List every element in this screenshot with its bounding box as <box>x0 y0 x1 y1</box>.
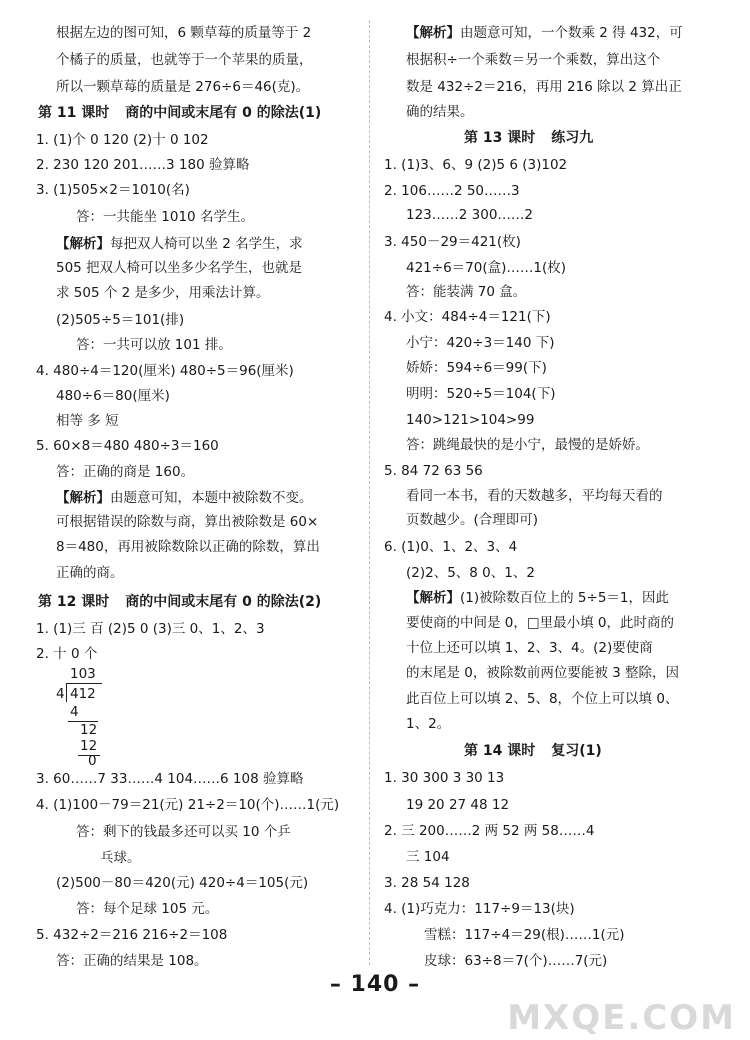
lesson-number: 第 14 课时 <box>464 743 536 759</box>
lesson-number: 第 13 课时 <box>464 130 536 146</box>
quotient: 103 <box>70 666 96 682</box>
answer-line: 答：正确的商是 160。 <box>56 464 195 480</box>
answer-line: 小宁：420÷3＝140 下) <box>406 335 555 351</box>
answer-line: 皮球：63÷8＝7(个)……7(元) <box>424 953 608 969</box>
step-product: 12 <box>80 738 98 754</box>
answer-line: 答：一共可以放 101 排。 <box>76 337 232 353</box>
answer-line: (2)505÷5＝101(排) <box>56 312 185 328</box>
answer-line: 明明：520÷5＝104(下) <box>406 386 556 402</box>
answer-line: 1. 30 300 3 30 13 <box>384 770 505 786</box>
analysis-tag: 【解析】 <box>56 490 110 506</box>
answer-line: 答：跳绳最快的是小宁，最慢的是娇娇。 <box>406 437 649 453</box>
analysis-tag: 【解析】 <box>406 25 460 41</box>
answer-line: 4. (1)100－79＝21(元) 21÷2＝10(个)……1(元) <box>36 797 340 813</box>
lesson-number: 第 11 课时 <box>38 105 110 121</box>
answer-line: 5. 432÷2＝216 216÷2＝108 <box>36 927 228 943</box>
answer-line: 娇娇：594÷6＝99(下) <box>406 360 547 376</box>
answer-line: 答：剩下的钱最多还可以买 10 个乒 <box>76 824 291 840</box>
answer-line: 123……2 300……2 <box>406 207 534 223</box>
answer-line: 480÷6＝80(厘米) <box>56 388 170 404</box>
analysis-tag: 【解析】 <box>56 236 110 252</box>
answer-line: 相等 多 短 <box>56 413 119 429</box>
analysis-line: 十位上还可以填 1、2、3、4。(2)要使商 <box>406 640 653 656</box>
answer-line: 3. 28 54 128 <box>384 875 470 891</box>
section-heading-14 <box>464 742 602 760</box>
final-remainder: 0 <box>88 753 97 769</box>
step-remainder: 12 <box>80 722 98 738</box>
answer-line: 2. 106……2 50……3 <box>384 183 520 199</box>
answer-line: 1. (1)3、6、9 (2)5 6 (3)102 <box>384 157 568 173</box>
answer-line: 1. (1)三 百 (2)5 0 (3)三 0、1、2、3 <box>36 621 265 637</box>
answer-line: 1. (1)个 0 120 (2)十 0 102 <box>36 132 209 148</box>
analysis-line: 【解析】由题意可知，本题中被除数不变。 <box>56 490 313 506</box>
answer-line: 4. 小文：484÷4＝121(下) <box>384 309 551 325</box>
analysis-tag: 【解析】 <box>406 590 460 606</box>
lesson-number: 第 12 课时 <box>38 594 110 610</box>
answer-line: 2. 十 0 个 <box>36 646 98 662</box>
answer-line: 5. 60×8＝480 480÷3＝160 <box>36 438 219 454</box>
answer-line: 三 104 <box>406 849 450 865</box>
lesson-title: 复习(1) <box>551 743 602 759</box>
watermark: MXQE.COM <box>507 998 736 1038</box>
analysis-line: 可根据错误的除数与商，算出被除数是 60× <box>56 514 319 530</box>
analysis-line: 数是 432÷2＝216，再用 216 除以 2 算出正 <box>406 79 682 95</box>
answer-line: 页数越少。(合理即可) <box>406 512 539 528</box>
text-line: 所以一颗草莓的质量是 276÷6＝46(克)。 <box>56 79 310 95</box>
analysis-line: 的末尾是 0，被除数前两位要能被 3 整除，因 <box>406 665 680 681</box>
division-bar-line <box>66 683 102 684</box>
analysis-line: 此百位上可以填 2、5、8，个位上可以填 0、 <box>406 691 679 707</box>
answer-line: 4. (1)巧克力：117÷9＝13(块) <box>384 901 575 917</box>
analysis-line: 【解析】每把双人椅可以坐 2 名学生，求 <box>56 236 303 252</box>
answer-line: 6. (1)0、1、2、3、4 <box>384 539 518 555</box>
analysis-line: 正确的商。 <box>56 565 124 581</box>
answer-line: 答：每个足球 105 元。 <box>76 901 219 917</box>
answer-line: 答：能装满 70 盒。 <box>406 284 527 300</box>
analysis-line: 8＝480，再用被除数除以正确的除数，算出 <box>56 539 320 555</box>
answer-line: 答：一共能坐 1010 名学生。 <box>76 209 254 225</box>
answer-line: 4. 480÷4＝120(厘米) 480÷5＝96(厘米) <box>36 363 294 379</box>
text-line: 个橘子的质量，也就等于一个苹果的质量， <box>56 52 313 68</box>
answer-line: 2. 三 200……2 两 52 两 58……4 <box>384 823 595 839</box>
column-divider <box>369 20 370 965</box>
analysis-line: 求 505 个 2 是多少，用乘法计算。 <box>56 285 270 301</box>
text-line: 根据左边的图可知，6 颗草莓的质量等于 2 <box>56 25 312 41</box>
page-number: – 140 – <box>329 972 421 997</box>
step-product: 4 <box>70 704 79 720</box>
answer-line: 140>121>104>99 <box>406 412 535 428</box>
section-heading-12 <box>38 593 321 611</box>
answer-line: 3. 450－29＝421(枚) <box>384 234 521 250</box>
section-heading-13 <box>464 129 593 147</box>
analysis-line: 根据积÷一个乘数＝另一个乘数，算出这个 <box>406 52 661 68</box>
divisor: 4 <box>56 686 65 702</box>
analysis-line: 505 把双人椅可以坐多少名学生，也就是 <box>56 260 303 276</box>
answer-line: 3. 60……7 33……4 104……6 108 验算略 <box>36 771 304 787</box>
analysis-line: 1、2。 <box>406 716 451 732</box>
analysis-line: 【解析】(1)被除数百位上的 5÷5＝1，因此 <box>406 590 669 606</box>
lesson-title: 练习九 <box>551 130 594 146</box>
long-division <box>56 666 116 768</box>
answer-line: 雪糕：117÷4＝29(根)……1(元) <box>424 927 625 943</box>
answer-line: 看同一本书，看的天数越多，平均每天看的 <box>406 488 663 504</box>
lesson-title: 商的中间或末尾有 0 的除法(1) <box>125 105 322 121</box>
answer-line: 421÷6＝70(盒)……1(枚) <box>406 260 567 276</box>
answer-line: 3. (1)505×2＝1010(名) <box>36 182 190 198</box>
answer-line: 答：正确的结果是 108。 <box>56 953 208 969</box>
lesson-title: 商的中间或末尾有 0 的除法(2) <box>125 594 322 610</box>
answer-line: 乓球。 <box>100 850 141 866</box>
answer-line: 19 20 27 48 12 <box>406 797 510 813</box>
answer-line: (2)2、5、8 0、1、2 <box>406 565 535 581</box>
section-heading-11 <box>38 104 321 122</box>
analysis-line: 【解析】由题意可知，一个数乘 2 得 432，可 <box>406 25 683 41</box>
answer-line: 2. 230 120 201……3 180 验算略 <box>36 157 250 173</box>
dividend: 412 <box>70 686 96 702</box>
division-bracket <box>66 683 67 702</box>
answer-line: (2)500－80＝420(元) 420÷4＝105(元) <box>56 875 309 891</box>
answer-line: 5. 84 72 63 56 <box>384 463 483 479</box>
analysis-line: 确的结果。 <box>406 104 474 120</box>
analysis-line: 要使商的中间是 0，□里最小填 0，此时商的 <box>406 615 675 631</box>
